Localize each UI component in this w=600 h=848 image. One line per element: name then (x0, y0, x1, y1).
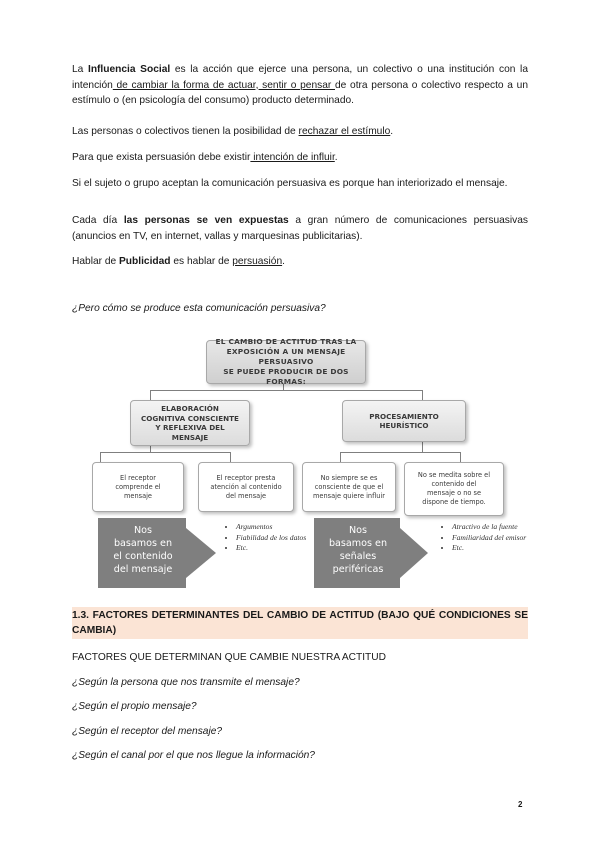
diagram-leaf-atencion (198, 462, 294, 512)
connector-line (100, 452, 230, 453)
leaf-line: mensaje quiere influir (313, 491, 385, 500)
arrow-line: basamos en (113, 538, 173, 549)
paragraph-persuasion (72, 150, 528, 166)
question-persona: ¿Según la persona que nos transmite el mensaje? (72, 677, 300, 688)
diagram-intro-question: ¿Pero cómo se produce esta comunicación persuasiva? (72, 303, 326, 314)
bullet-list-content (222, 522, 328, 554)
factors-title: FACTORES QUE DETERMINAN QUE CAMBIE NUESTRA ACTITUD (72, 652, 386, 663)
section-heading: 1.3. FACTORES DETERMINANTES DEL CAMBIO DE ACTITUD (BAJO QUÉ CONDICIONES SE CAMBIA) (72, 607, 528, 639)
leaf-line: del mensaje (225, 491, 267, 500)
leaf-line: comprende el (115, 482, 161, 491)
connector-line (100, 452, 101, 462)
leaf-line: consciente de que el (314, 482, 384, 491)
bullet-item: • Fiabilidad de los datos (236, 533, 328, 544)
text: Para que exista persuasión debe existir (72, 152, 251, 163)
connector-line (340, 452, 341, 462)
leaf-line: mensaje (123, 491, 152, 500)
bullet-item: • Etc. (452, 543, 542, 554)
diagram-branch-elaboracion (130, 400, 250, 446)
text: es la acción que ejerce una persona, un colectivo o una institución con la intención (72, 64, 528, 91)
question-receptor: ¿Según el receptor del mensaje? (72, 726, 223, 737)
diagram-root-line: EL CAMBIO DE ACTITUD TRAS LA (215, 337, 357, 346)
underlined-text: persuasión (232, 256, 283, 267)
arrow-line: del mensaje (113, 564, 173, 575)
connector-line (150, 390, 422, 391)
connector-line (422, 442, 423, 452)
paragraph-publicidad (72, 254, 528, 270)
branch-line: Y REFLEXIVA DEL (155, 423, 225, 432)
diagram-root-line: EXPOSICIÓN A UN MENSAJE PERSUASIVO (226, 347, 346, 366)
diagram-leaf-comprende (92, 462, 184, 512)
connector-line (460, 452, 461, 462)
bold-term: Publicidad (119, 256, 171, 267)
branch-line: HEURÍSTICO (379, 421, 429, 430)
bullet-item: • Argumentos (236, 522, 328, 533)
diagram-root-box (206, 337, 366, 386)
bold-term: las personas se ven expuestas (123, 215, 289, 226)
diagram-root-line: SE PUEDE PRODUCIR DE DOS FORMAS: (223, 367, 349, 386)
underlined-text: rechazar el estímulo (298, 126, 391, 137)
attitude-change-diagram (70, 334, 530, 596)
leaf-line: dispone de tiempo. (422, 498, 486, 506)
paragraph-rechazar (72, 124, 528, 140)
text: a gran número de comunicaciones persuasivas (anuncios en TV, en internet, vallas y marquesinas publicitarias). (72, 215, 528, 242)
diagram-branch-heuristico (342, 400, 466, 442)
text: es hablar de (170, 256, 233, 267)
bold-term: Influencia Social (87, 64, 171, 75)
branch-line: COGNITIVA CONSCIENTE (141, 413, 239, 423)
page-number: 2 (518, 800, 523, 809)
text: La (72, 64, 88, 75)
branch-line: PROCESAMIENTO (369, 411, 439, 421)
connector-line (230, 452, 231, 462)
paragraph-influencia-social (72, 62, 528, 109)
text: Hablar de (72, 256, 120, 267)
question-mensaje: ¿Según el propio mensaje? (72, 701, 197, 712)
paragraph-expuestas (72, 213, 528, 244)
bullet-item: • Etc. (236, 543, 328, 554)
arrow-line: señales (339, 551, 377, 562)
text: . (334, 152, 338, 163)
text: de otra persona o colectivo respecto a un estímulo o (en psicología del consumo) producto determinado. (72, 79, 528, 106)
text: . (282, 256, 285, 267)
underlined-text: de cambiar la forma de actuar, sentir o pensar (112, 79, 335, 91)
arrow-line: basamos en (328, 538, 388, 549)
leaf-line: No siempre se es (320, 473, 378, 482)
bullet-list-peripheral (438, 522, 542, 554)
leaf-line: contenido del (431, 480, 477, 488)
branch-line: ELABORACIÓN (161, 404, 219, 413)
diagram-leaf-consciente (302, 462, 396, 512)
leaf-line: mensaje o no se (426, 489, 482, 497)
connector-line (340, 452, 460, 453)
leaf-line: El receptor (120, 473, 156, 482)
leaf-line: No se medita sobre el (417, 471, 491, 479)
arrow-line: Nos (348, 525, 368, 536)
diagram-leaf-medita (404, 462, 504, 516)
underlined-text: intención de influir (250, 152, 335, 163)
text: . (390, 126, 394, 137)
bullet-item: • Atractivo de la fuente (452, 522, 542, 533)
paragraph-interiorizado: Si el sujeto o grupo aceptan la comunicación persuasiva es porque han interiorizado el mensaje. (72, 178, 508, 189)
text: Cada día (72, 215, 124, 226)
question-canal: ¿Según el canal por el que nos llegue la información? (72, 750, 315, 761)
bullet-item: • Familiaridad del emisor (452, 533, 542, 544)
leaf-line: atención al contenido (210, 482, 282, 491)
arrow-line: el contenido (113, 551, 173, 562)
leaf-line: El receptor presta (216, 473, 276, 482)
arrow-line: Nos (133, 525, 153, 536)
branch-line: MENSAJE (171, 432, 209, 442)
text: Las personas o colectivos tienen la posibilidad de (72, 126, 299, 137)
arrow-label-left (98, 524, 188, 576)
arrow-line: periféricas (332, 564, 384, 575)
